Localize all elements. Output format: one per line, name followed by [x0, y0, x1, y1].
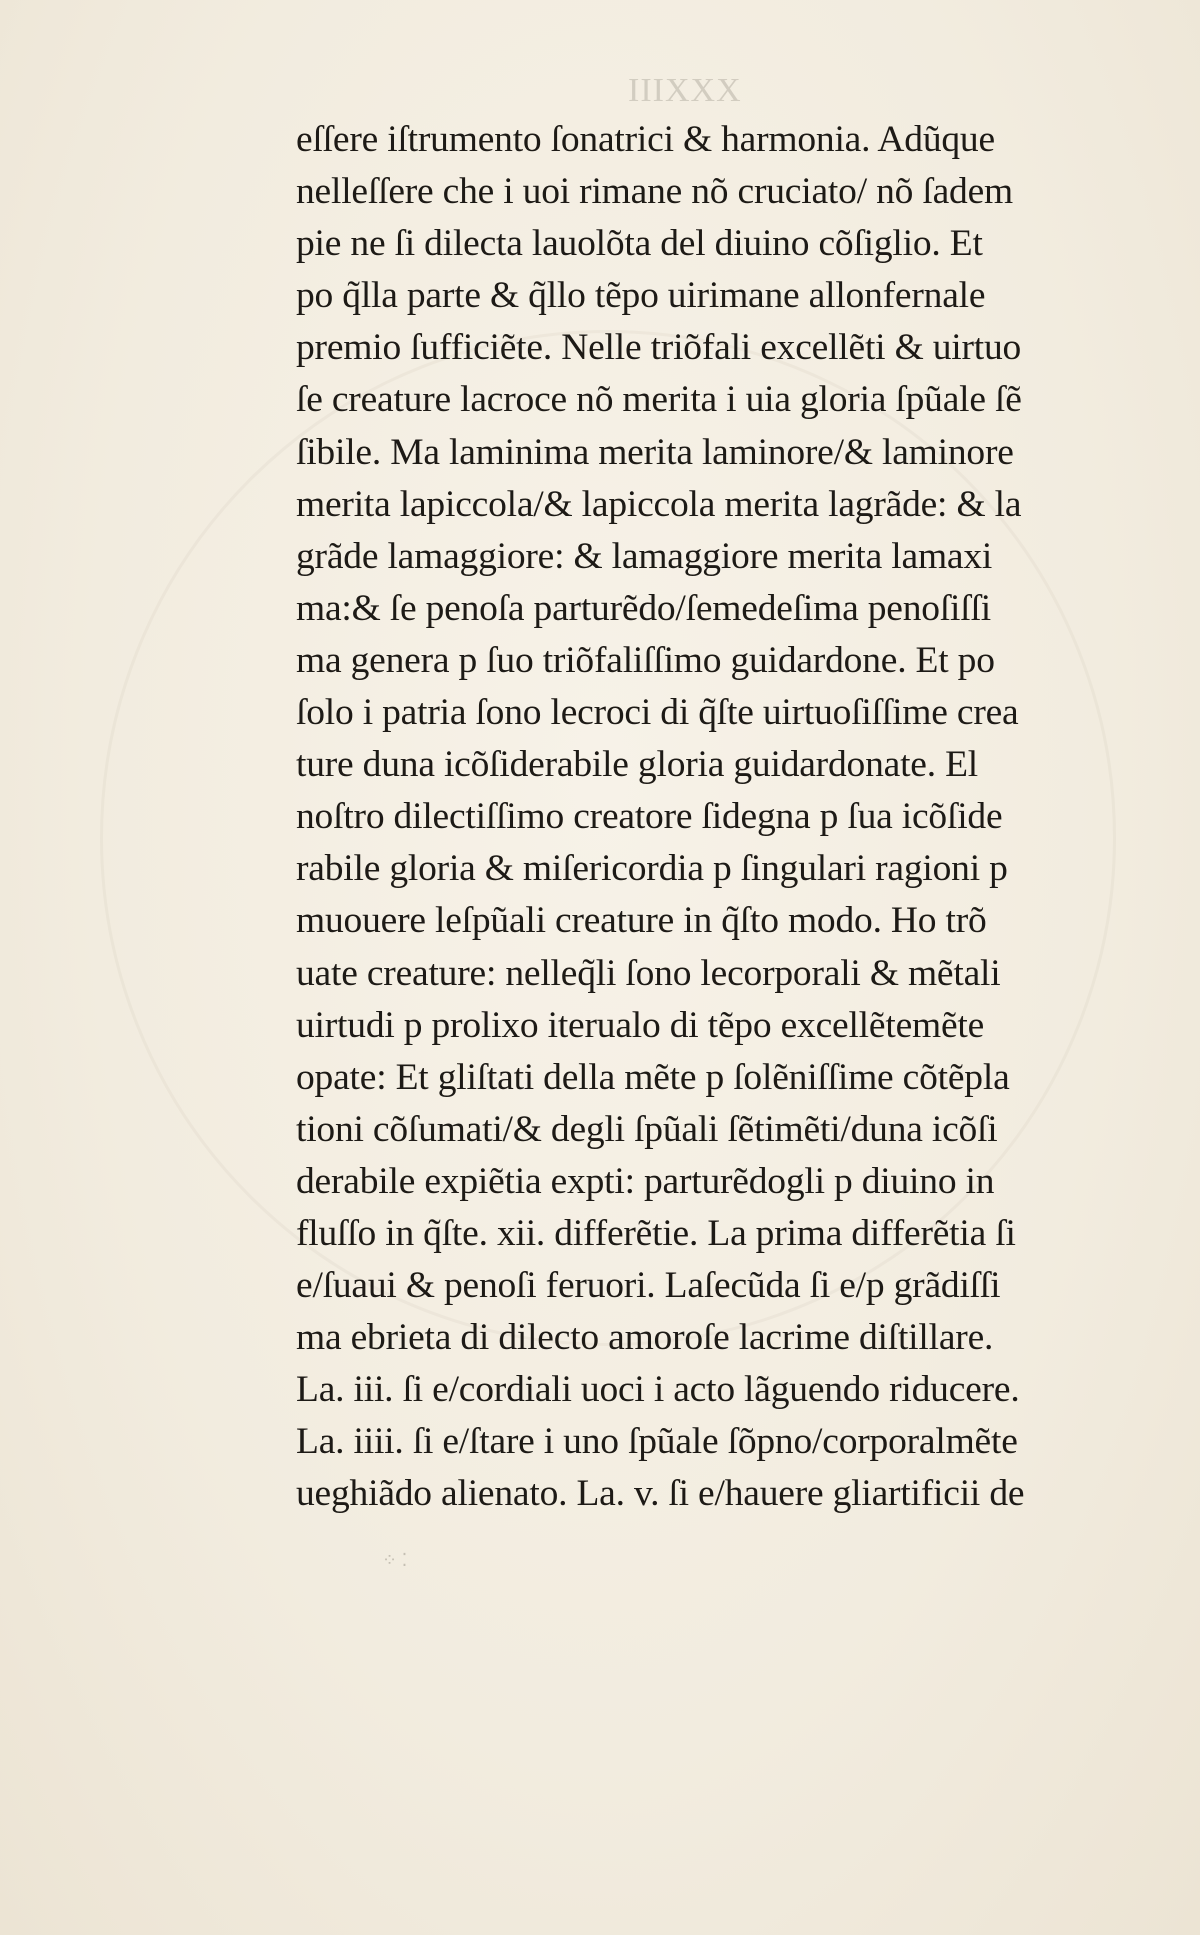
text-line: uate creature: nelleq̃li ſono lecorporali & mẽtali [296, 952, 1001, 994]
text-line: opate: Et gliſtati della mẽte p ſolẽniſſime cõtẽpla [296, 1056, 1010, 1098]
text-line: ueghiãdo alienato. La. v. ſi e/hauere gliartificii de [296, 1473, 1025, 1515]
text-line: fluſſo in q̃ſte. xii. differẽtie. La prima differẽtia ſi [296, 1212, 1016, 1254]
text-line: pie ne ſi dilecta lauolõta del diuino cõſiglio. Et [296, 223, 983, 265]
text-line: uirtudi p prolixo iterualo di tẽpo excellẽtemẽte [296, 1004, 985, 1046]
text-line: La. iii. ſi e/cordiali uoci i acto lãguendo riducere. [296, 1369, 1020, 1411]
text-line: merita lapiccola/& lapiccola merita lagrãde: & la [296, 483, 1022, 525]
text-line: ture duna icõſiderabile gloria guidardonate. El [296, 744, 979, 786]
text-block [296, 114, 1156, 1521]
text-line: eſſere iſtrumento ſonatrici & harmonia. Adũque [296, 119, 995, 160]
text-line: po q̃lla parte & q̃llo tẽpo uirimane allonfernale [296, 275, 986, 317]
text-line: nelleſſere che i uoi rimane nõ cruciato/ nõ ſadem [296, 171, 1013, 213]
text-line: premio ſufficiẽte. Nelle triõfali excellẽti & uirtuo [296, 327, 1022, 369]
text-line: ſolo i patria ſono lecroci di q̃ſte uirtuoſiſſime crea [296, 692, 1019, 734]
text-line: ſe creature lacroce nõ merita i uia gloria ſpũale ſẽ [296, 379, 1022, 421]
text-line: La. iiii. ſi e/ſtare i uno ſpũale ſõpno/corporalmẽte [296, 1421, 1018, 1463]
folio-number: IIIXXX [628, 72, 742, 109]
text-line: e/ſuaui & penoſi feruori. Laſecũda ſi e/p grãdiſſi [296, 1265, 1001, 1307]
text-line: rabile gloria & miſericordia p ſingulari ragioni p [296, 848, 1008, 890]
faint-bottom-mark: ⁘ ⁚ [382, 1550, 408, 1570]
text-line: noſtro dilectiſſimo creatore ſidegna p ſua icõſide [296, 796, 1003, 838]
text-line: muouere leſpũali creature in q̃ſto modo. Ho trõ [296, 900, 987, 942]
text-line: grãde lamaggiore: & lamaggiore merita lamaxi [296, 535, 993, 577]
text-line: derabile expiẽtia expti: parturẽdogli p diuino in [296, 1160, 995, 1202]
text-line: ma ebrieta di dilecto amoroſe lacrime diſtillare. [296, 1317, 994, 1359]
text-line: ma:& ſe penoſa parturẽdo/ſemedeſima penoſiſſi [296, 587, 991, 629]
text-line: ſibile. Ma laminima merita laminore/& laminore [296, 431, 1014, 473]
text-line: ma genera p ſuo triõfaliſſimo guidardone. Et po [296, 639, 995, 681]
text-line: tioni cõſumati/& degli ſpũali ſẽtimẽti/duna icõſi [296, 1108, 998, 1150]
